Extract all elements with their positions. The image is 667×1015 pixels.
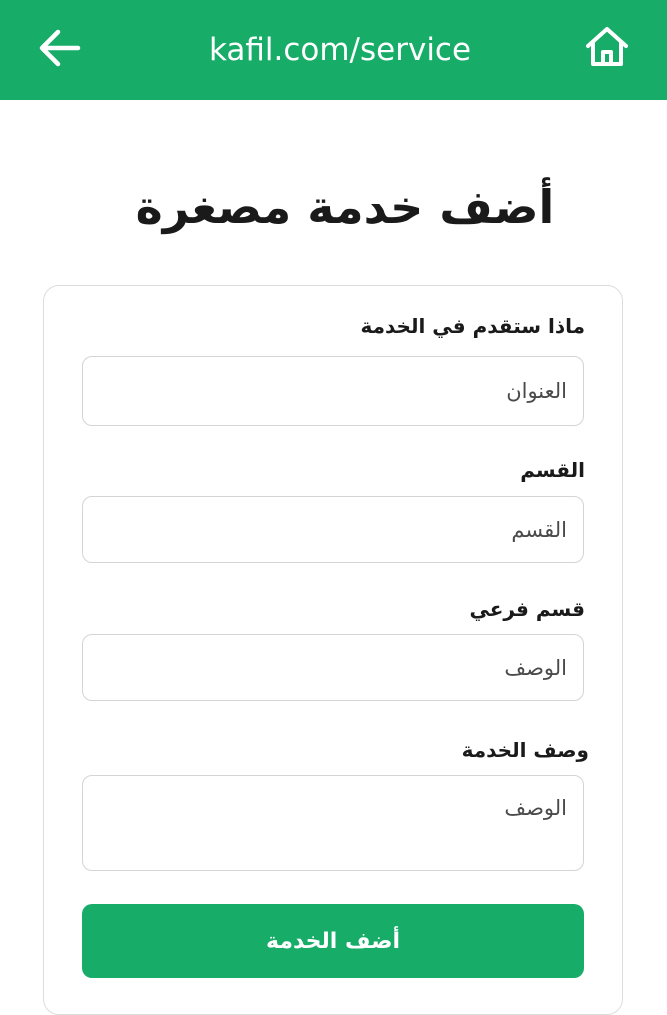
field-label-description: وصف الخدمة: [461, 738, 589, 762]
field-label-title: ماذا ستقدم في الخدمة: [360, 314, 585, 338]
category-input[interactable]: [82, 496, 584, 563]
subcategory-input[interactable]: [82, 634, 584, 701]
field-label-category: القسم: [520, 458, 585, 482]
back-button[interactable]: [36, 26, 84, 70]
add-service-button[interactable]: أضف الخدمة: [82, 904, 584, 978]
top-bar: [0, 0, 667, 100]
title-input[interactable]: [82, 356, 584, 426]
field-label-subcategory: قسم فرعي: [469, 597, 585, 621]
description-textarea[interactable]: [82, 775, 584, 871]
arrow-left-icon: [36, 26, 84, 70]
home-button[interactable]: [583, 24, 631, 70]
url-text: kafil.com/service: [208, 32, 472, 68]
page-title: أضف خدمة مصغرة: [135, 180, 555, 234]
home-icon: [583, 24, 631, 70]
